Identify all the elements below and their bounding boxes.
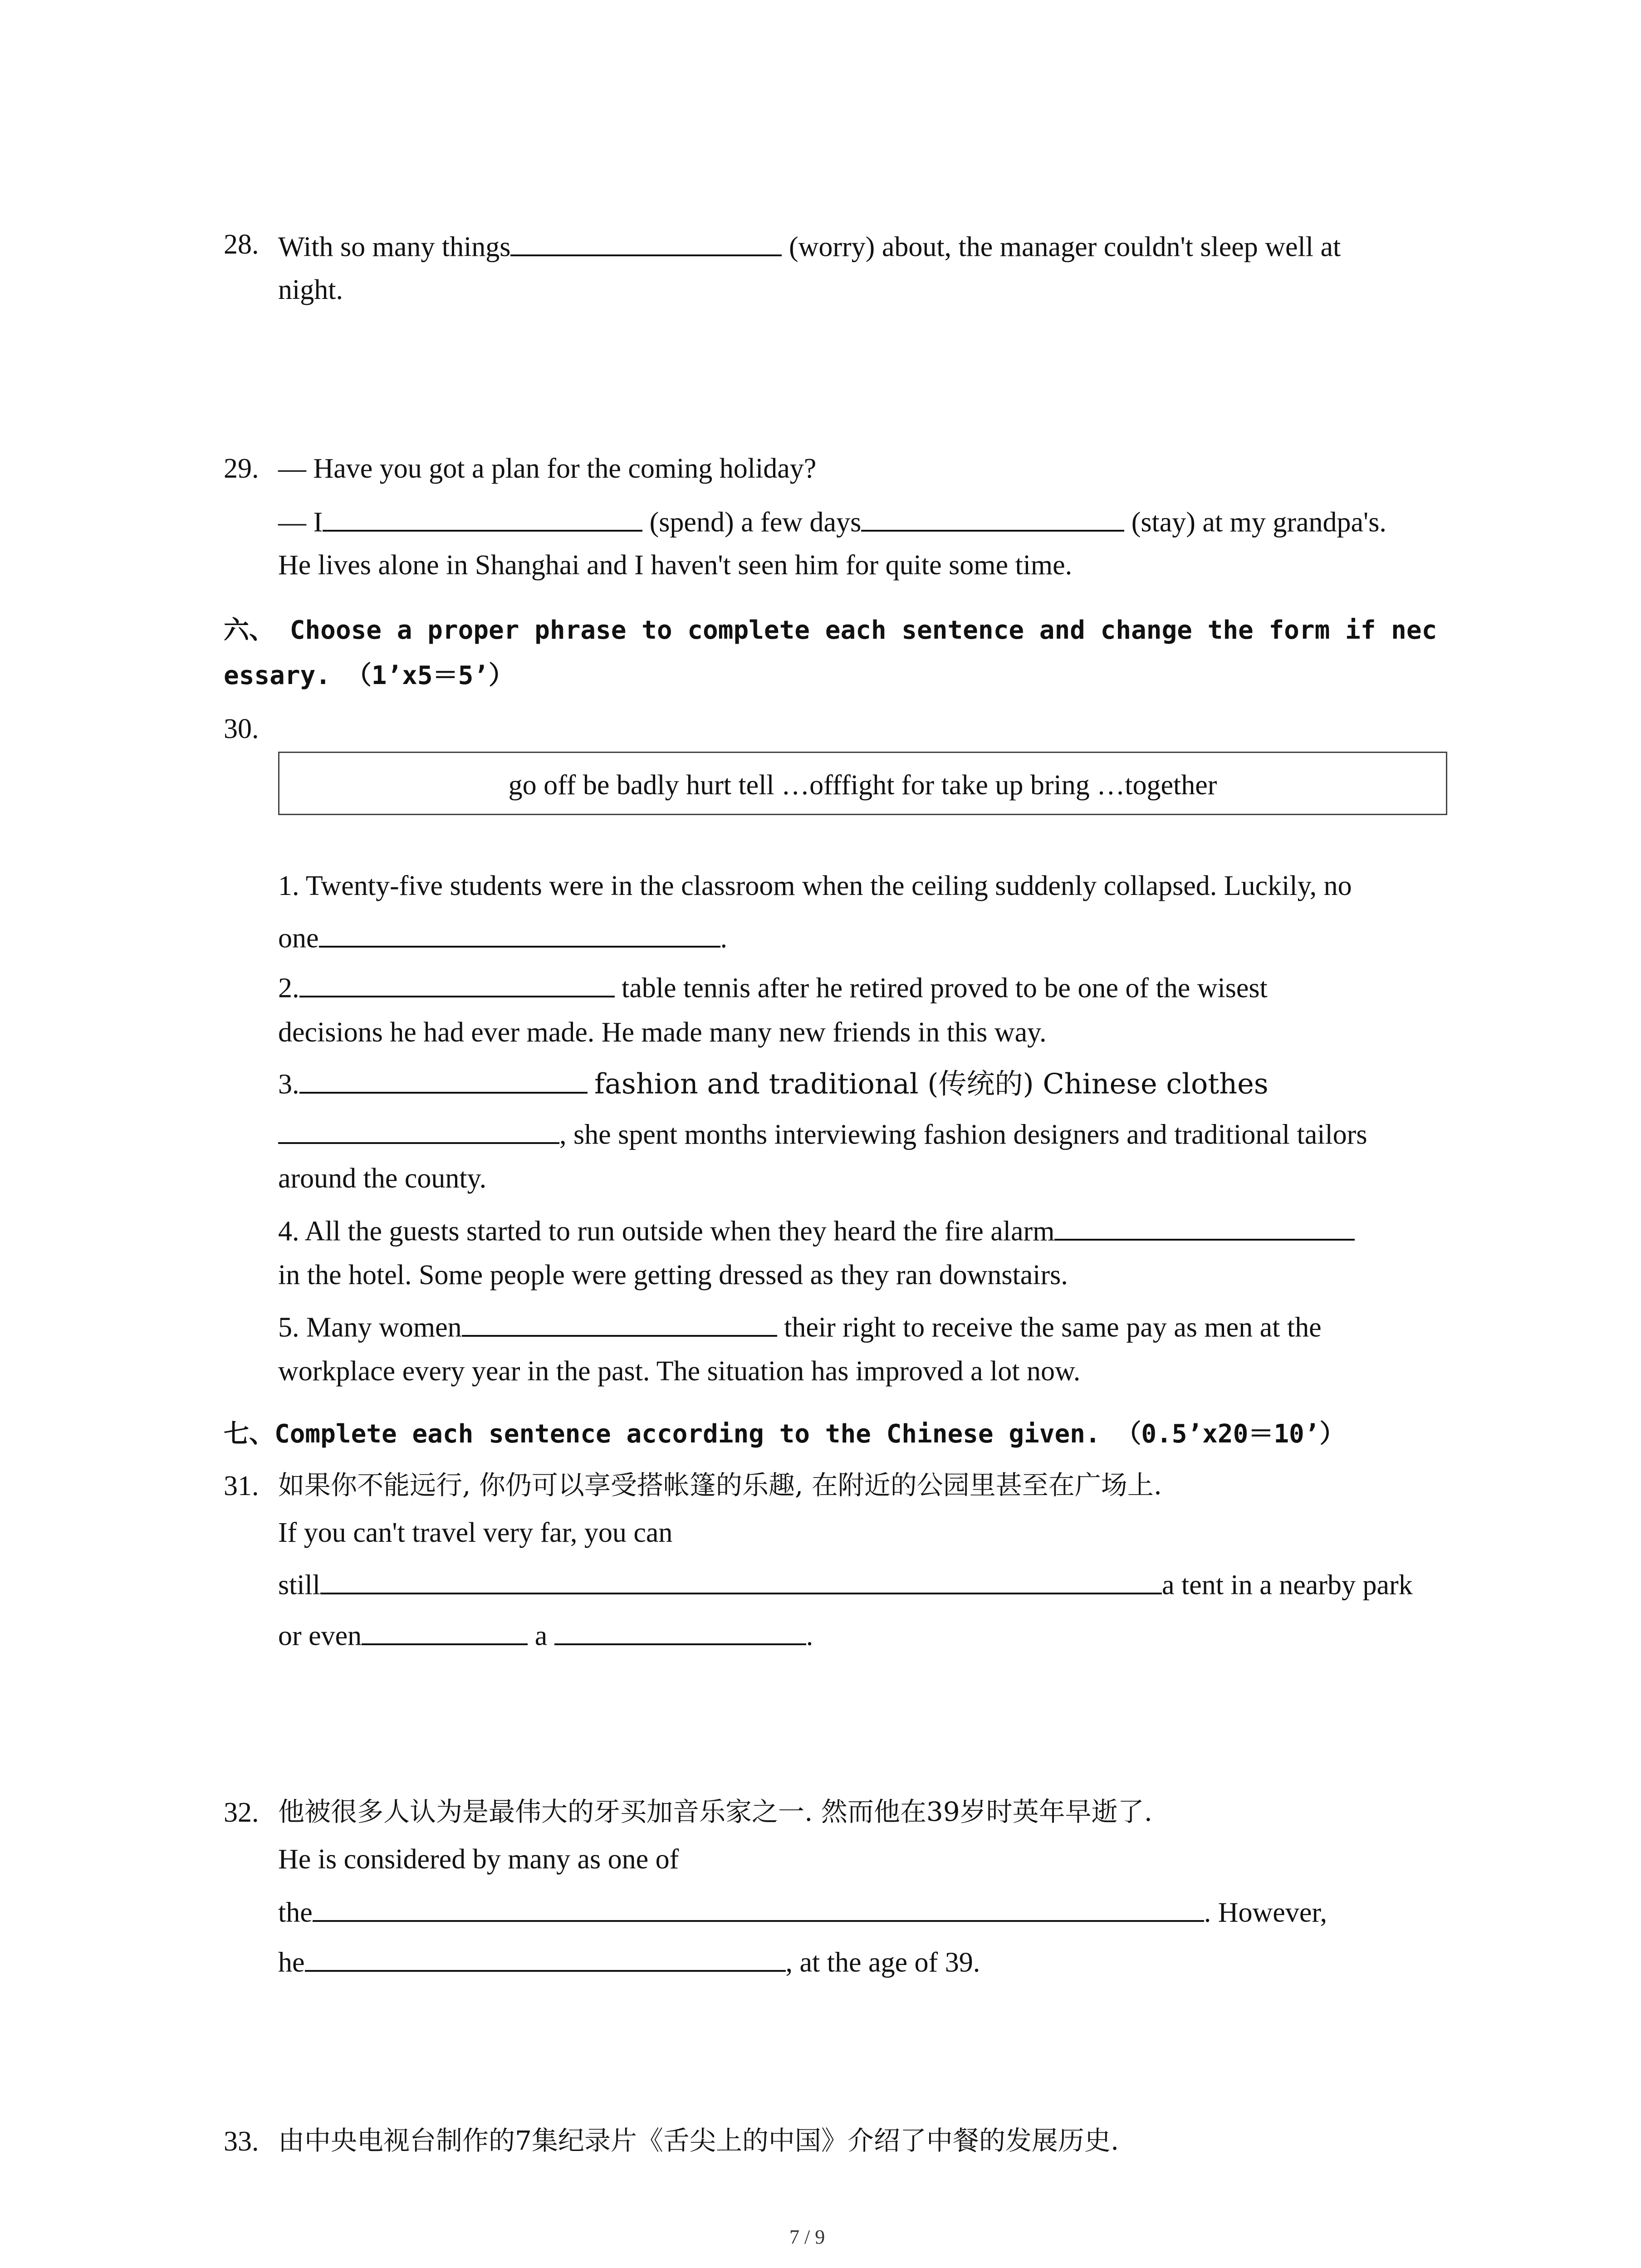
question-text-part: a: [534, 1620, 548, 1652]
question-text: night.: [278, 274, 343, 305]
answer-blank[interactable]: [320, 1569, 1162, 1594]
answer-blank[interactable]: [323, 506, 642, 532]
answer-blank[interactable]: [299, 1068, 588, 1094]
sentence-5-cont: workplace every year in the past. The situation has improved a lot now.: [278, 1356, 1081, 1387]
question-text: — Have you got a plan for the coming holiday?: [278, 453, 817, 484]
question-text-part: 3.: [278, 1069, 299, 1100]
question-text-part: . However,: [1204, 1897, 1327, 1928]
answer-blank[interactable]: [510, 230, 782, 256]
page-number: 7 / 9: [789, 2226, 825, 2248]
sentence-3-cont: [278, 1118, 1367, 1149]
question-text-part: or even: [278, 1620, 362, 1652]
question-text-part: .: [720, 923, 728, 954]
question-text-part: .: [806, 1620, 813, 1652]
question-number: 28.: [224, 229, 259, 260]
question-text-part: the: [278, 1897, 313, 1928]
question-number: 31.: [224, 1471, 259, 1501]
question-text-part: their right to receive the same pay as men at the: [784, 1312, 1322, 1343]
question-text-part: (spend) a few days: [649, 507, 862, 538]
sentence-4: [278, 1215, 1355, 1246]
question-text: He lives alone in Shanghai and I haven't seen him for quite some time.: [278, 550, 1073, 581]
question-text-part: — I: [278, 507, 323, 538]
answer-blank[interactable]: [319, 922, 720, 948]
question-text: [278, 506, 1386, 537]
section-heading: 七、Complete each sentence according to the Chinese given. （0.5’x20＝10’）: [224, 1419, 1345, 1449]
question-text-part: (worry) about, the manager couldn't sleep well at: [789, 231, 1341, 263]
sentence-5: [278, 1311, 1322, 1342]
sentence-4-cont: in the hotel. Some people were getting dressed as they ran downstairs.: [278, 1260, 1068, 1290]
question-text-part: table tennis after he retired proved to be one of the wisest: [622, 973, 1268, 1004]
question-text-part: 5. Many women: [278, 1312, 462, 1343]
answer-blank[interactable]: [462, 1311, 777, 1337]
question-text-part: still: [278, 1569, 321, 1601]
question-text-part: 4. All the guests started to run outside when they heard the fire alarm: [278, 1216, 1055, 1247]
question-text: [278, 1569, 1413, 1599]
sentence-2-cont: decisions he had ever made. He made many new friends in this way.: [278, 1017, 1047, 1048]
question-number: 29.: [224, 453, 259, 484]
question-text-part: one: [278, 923, 319, 954]
section-heading: essary. （1’x5＝5’）: [224, 661, 514, 690]
question-text-part: With so many things: [278, 231, 511, 263]
sentence-2: [278, 972, 1268, 1002]
question-text: [278, 230, 1341, 261]
question-text: He is considered by many as one of: [278, 1844, 679, 1875]
answer-blank[interactable]: [305, 1946, 786, 1972]
question-text: [278, 1896, 1327, 1927]
phrase-list: go off be badly hurt tell …offfight for take up bring …together: [508, 770, 1217, 801]
answer-blank[interactable]: [278, 1118, 559, 1144]
question-text-part: , she spent months interviewing fashion designers and traditional tailors: [559, 1119, 1367, 1150]
chinese-prompt: 他被很多人认为是最伟大的牙买加音乐家之一. 然而他在39岁时英年早逝了.: [278, 1796, 1153, 1827]
section-heading: 六、 Choose a proper phrase to complete each sentence and change the form if nec: [224, 616, 1437, 645]
phrase-box: [278, 752, 1447, 815]
question-text-part: he: [278, 1947, 305, 1978]
answer-blank[interactable]: [861, 506, 1124, 532]
question-text-part: (stay) at my grandpa's.: [1131, 507, 1386, 538]
question-text: [278, 1619, 813, 1650]
sentence-1: 1. Twenty-five students were in the classroom when the ceiling suddenly collapsed. Luckily, no: [278, 870, 1352, 901]
sentence-1-cont: [278, 922, 727, 953]
question-number: 33.: [224, 2126, 259, 2157]
question-text: If you can't travel very far, you can: [278, 1517, 673, 1548]
answer-blank[interactable]: [554, 1619, 806, 1645]
question-text-part: fashion and traditional (传统的) Chinese clothes: [594, 1067, 1269, 1100]
question-number: 32.: [224, 1797, 259, 1828]
answer-blank[interactable]: [362, 1619, 528, 1645]
question-text-part: 2.: [278, 973, 299, 1004]
sentence-3-cont: around the county.: [278, 1163, 487, 1194]
question-text: [278, 1946, 980, 1977]
question-number: 30.: [224, 714, 259, 744]
chinese-prompt: 由中央电视台制作的7集纪录片《舌尖上的中国》介绍了中餐的发展历史.: [278, 2125, 1119, 2156]
answer-blank[interactable]: [313, 1896, 1204, 1922]
question-text-part: a tent in a nearby park: [1162, 1569, 1413, 1601]
question-text-part: , at the age of 39.: [785, 1947, 980, 1978]
sentence-3: [278, 1068, 1269, 1099]
chinese-prompt: 如果你不能远行, 你仍可以享受搭帐篷的乐趣, 在附近的公园里甚至在广场上.: [278, 1470, 1162, 1501]
answer-blank[interactable]: [299, 972, 615, 997]
answer-blank[interactable]: [1054, 1215, 1355, 1241]
